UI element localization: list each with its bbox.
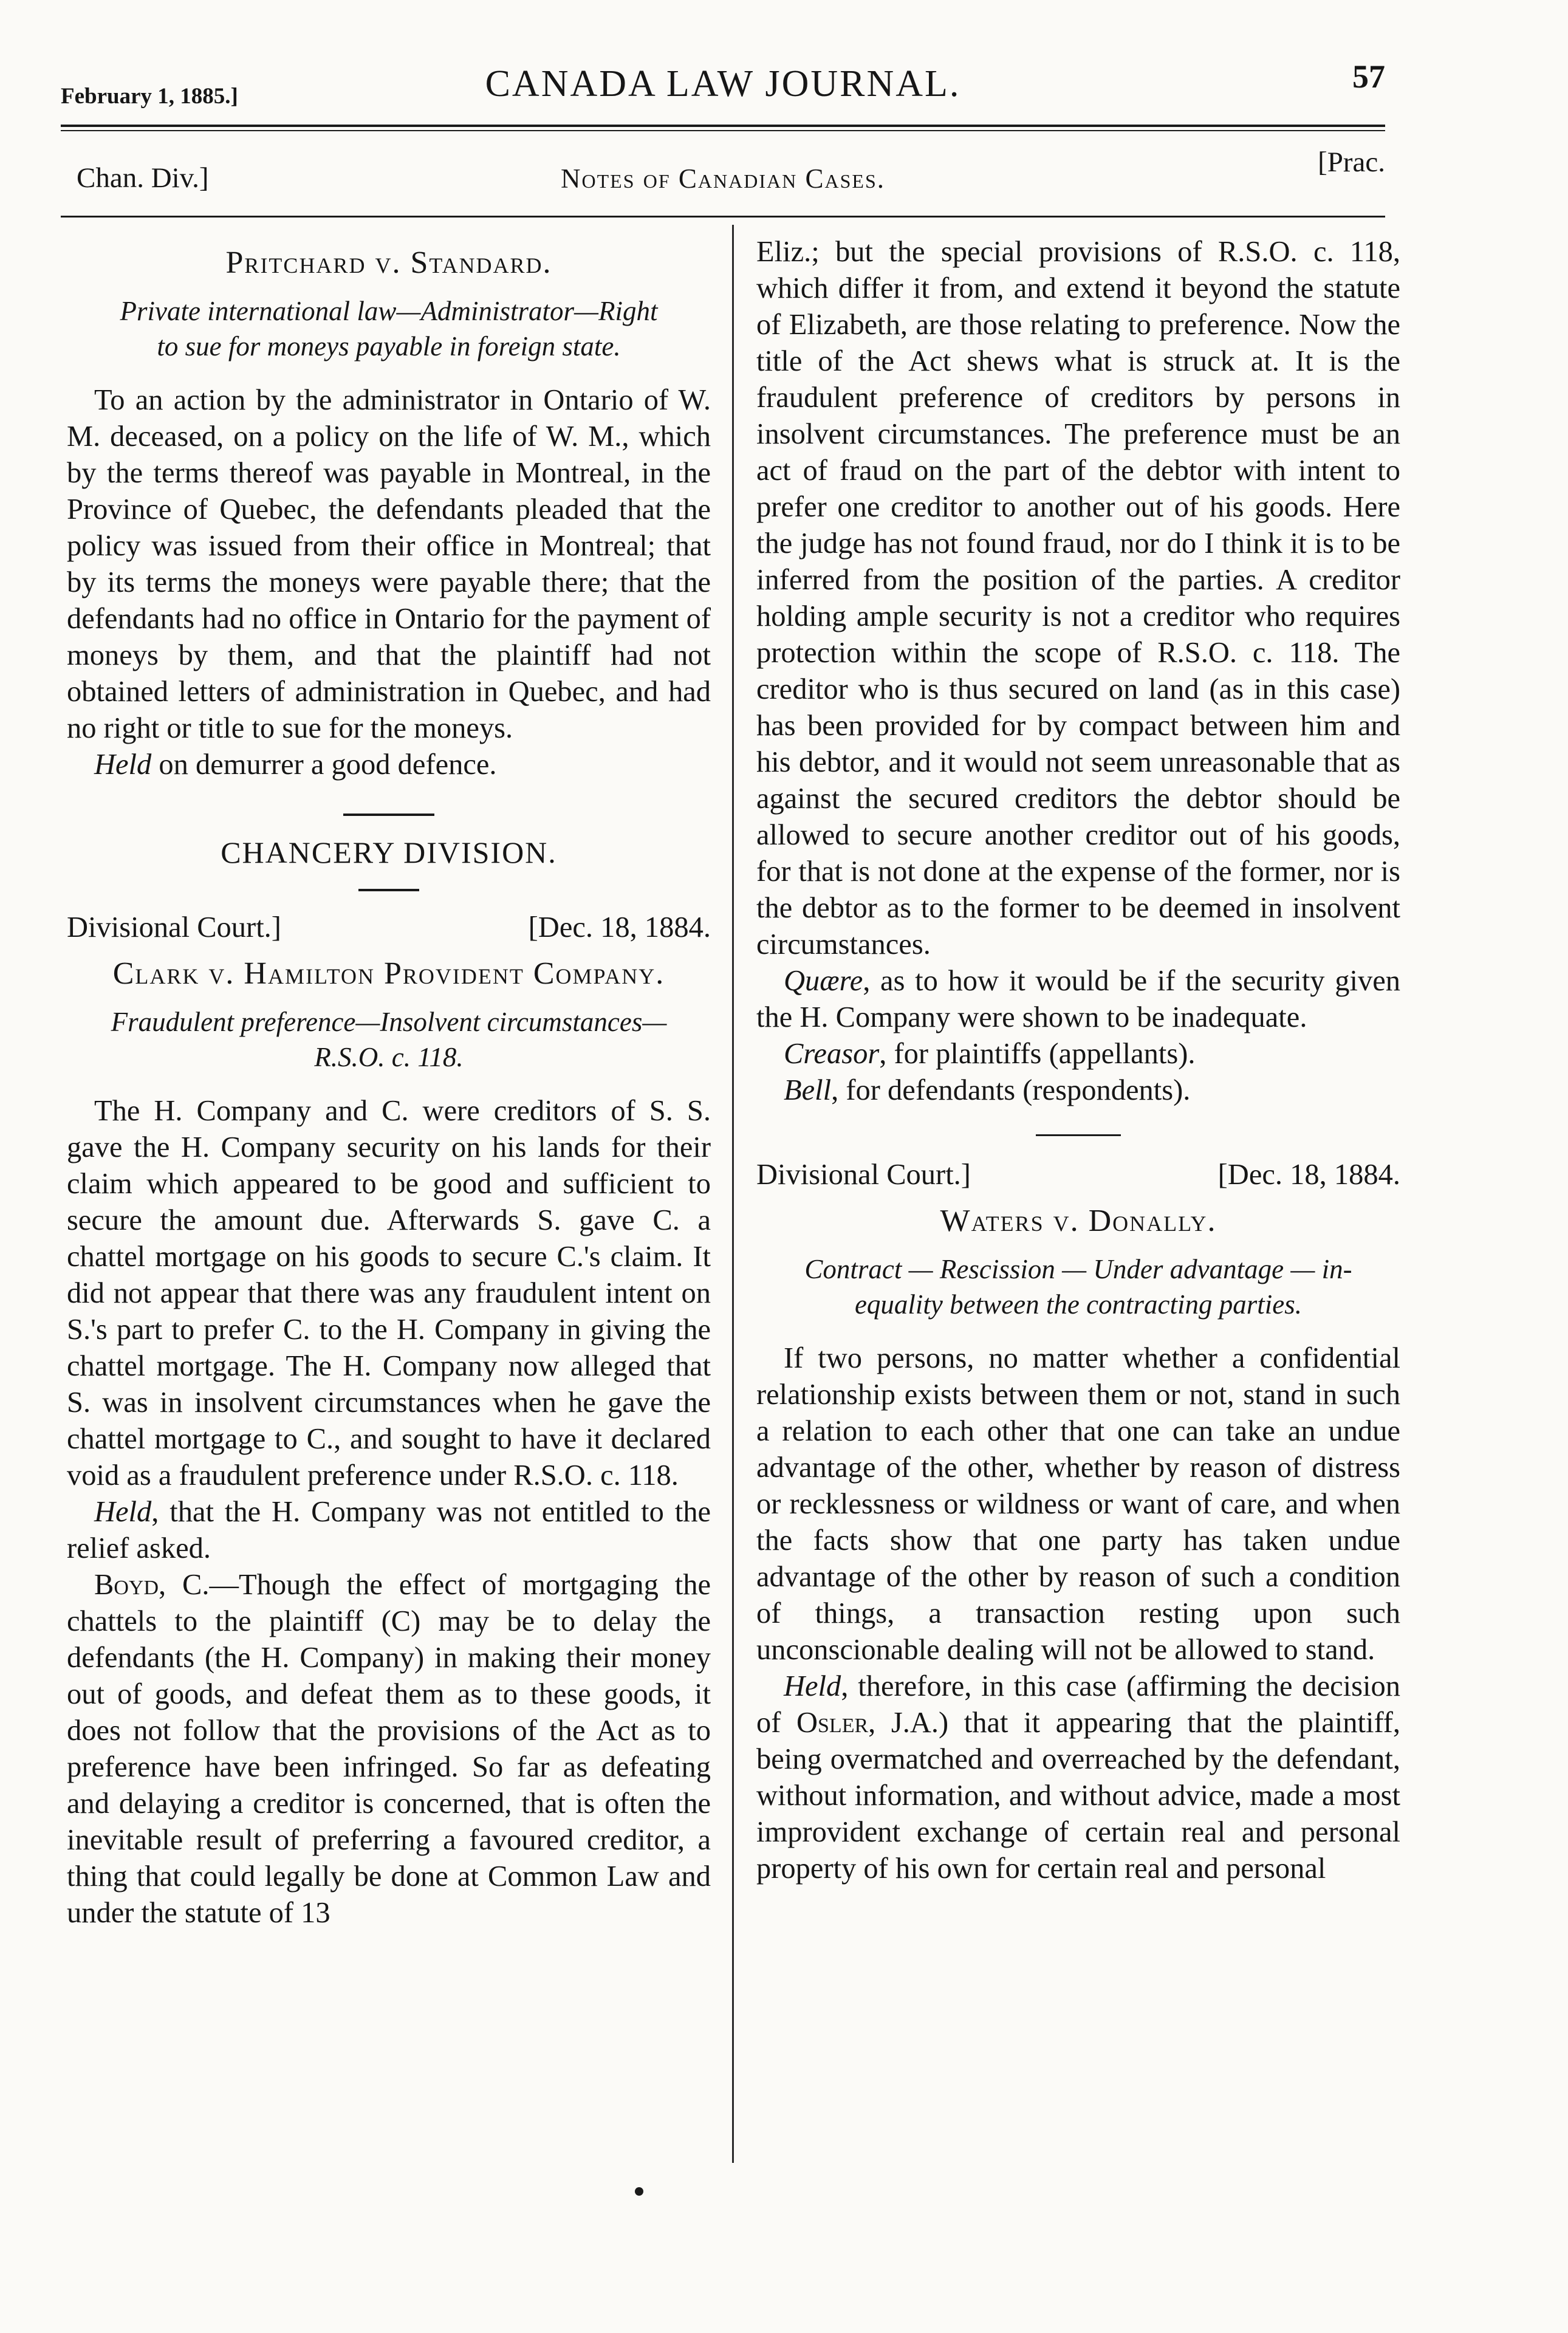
decision-date: [Dec. 18, 1884.	[1217, 1159, 1400, 1191]
decision-date: [Dec. 18, 1884.	[528, 911, 711, 944]
court-name: Divisional Court.]	[67, 911, 281, 944]
case-summary: If two persons, no matter whether a confidential relationship exists between them or not, stand in such a relation to each other that one can take an undue advantage of the other, whether by reason of distress or recklessness or wildness or want of care, and when the facts show that one party has taken undue advantage of the other by reason of such a condition of things, a transaction resting upon such unconscionable dealing will not be allowed to stand.	[756, 1342, 1400, 1666]
issue-date: February 1, 1885.]	[61, 84, 238, 109]
section-subheader	[61, 146, 1385, 194]
case-summary: The H. Company and C. were creditors of S. S. gave the H. Company security on his lands for their claim which appeared to be good and sufficient to secure the amount due. Afterwards S. gave C. a chattel mortgage on his goods to secure C.'s claim. It did not appear that there was any fraudulent intent on S.'s part to prefer C. to the H. Company in giving the chattel mortgage. The H. Company now alleged that S. was in insolvent circumstances when he gave the chattel mortgage to C., and sought to have it declared void as a fraudulent preference under R.S.O. c. 118.	[67, 1095, 711, 1492]
counsel-defendants: Bell, for defendants (respondents).	[784, 1074, 1191, 1106]
case-summary: To an action by the administrator in Ontario of W. M. deceased, on a policy on the life of W. M., which by the terms thereof was payable in Montreal, in the Province of Quebec, the defendants pleaded that the policy was issued from their office in Montreal; that by its terms the moneys were payable there; that the defendants had no office in Ontario for the payment of moneys by them, and that the plaintiff had not obtained letters of administration in Quebec, and had no right or title to sue for the moneys.	[67, 384, 711, 744]
headnote-waters: Contract — Rescission — Under advantage — in- equality between the contracting parties.	[804, 1254, 1352, 1320]
right-column	[756, 234, 1400, 1887]
division-label: Chan. Div.]	[77, 162, 209, 194]
counsel-plaintiffs: Creasor, for plaintiffs (appellants).	[784, 1038, 1196, 1070]
holding: Held, that the H. Company was not entitled to the relief asked.	[67, 1496, 711, 1564]
column-divider	[732, 225, 734, 2163]
quaere-note: Quære, as to how it would be if the security given the H. Company were shown to be inadequate.	[756, 965, 1400, 1033]
subheader-rule	[61, 216, 1385, 218]
division-heading: CHANCERY DIVISION.	[221, 835, 557, 869]
court-name: Divisional Court.]	[756, 1159, 971, 1191]
headnote-clark: Fraudulent preference—Insolvent circumstances— R.S.O. c. 118.	[111, 1007, 667, 1072]
header-rule-bottom	[61, 130, 1385, 131]
case-title-clark: Clark v. Hamilton Provident Company.	[112, 956, 665, 991]
case-title-waters: Waters v. Donally.	[940, 1204, 1217, 1238]
page-number: 57	[1352, 58, 1385, 95]
section-rule	[1036, 1134, 1121, 1136]
journal-title: CANADA LAW JOURNAL.	[485, 63, 961, 104]
left-column	[67, 234, 711, 1931]
case-title-pritchard: Pritchard v. Standard.	[225, 245, 552, 280]
judgment-continued: Eliz.; but the special provisions of R.S.O. c. 118, which differ it from, and extend it beyond the statute of Elizabeth, are those relating to preference. Now the title of the Act shews what is struck at. It is the fraudulent preference of creditors by persons in insolvent circumstances. The preference must be an act of fraud on the part of the debtor with intent to prefer one creditor to another out of his goods. Here the judge has not found fraud, nor do I think it is to be inferred from the position of the parties. A creditor holding ample security is not a creditor who requires protection within the scope of R.S.O. c. 118. The creditor who is thus secured on land (as in this case) has been provided for by compact between him and his debtor, and it would not seem unreasonable that as against the secured creditors the debtor should be allowed to secure another creditor out of his goods, for that is not done at the expense of the former, nor is the debtor as to the former to be deemed in insolvent circumstances.	[756, 236, 1400, 961]
judgment-text: Boyd, C.—Though the effect of mortgaging the chattels to the plaintiff (C) may be to delay the defendants (the H. Company) in making their money out of goods, and defeat them as to these goods, it does not follow that the provisions of the Act as to preference have been infringed. So far as defeating and delaying a creditor is concerned, that is often the inevitable result of preferring a favoured creditor, a thing that could legally be done at Common Law and under the statute of 13	[67, 1569, 711, 1929]
practice-label: [Prac.	[1318, 146, 1385, 178]
section-rule	[343, 814, 434, 816]
holding: Held on demurrer a good defence.	[94, 749, 497, 781]
running-header	[61, 58, 1385, 125]
holding: Held, therefore, in this case (affirming the decision of Osler, J.A.) that it appearing that the plaintiff, being overmatched and overreached by the defendant, without information, and without advice, made a most improvident exchange of certain real and personal property of his own for certain real and personal	[756, 1670, 1401, 1885]
ink-dot	[635, 2187, 643, 2196]
court-line	[756, 1157, 1400, 1193]
header-rule-top	[61, 125, 1385, 127]
section-title: Notes of Canadian Cases.	[561, 163, 885, 194]
section-rule	[358, 889, 419, 891]
court-line	[67, 910, 711, 946]
headnote-pritchard: Private international law—Administrator—Right to sue for moneys payable in foreign state.	[120, 296, 658, 361]
